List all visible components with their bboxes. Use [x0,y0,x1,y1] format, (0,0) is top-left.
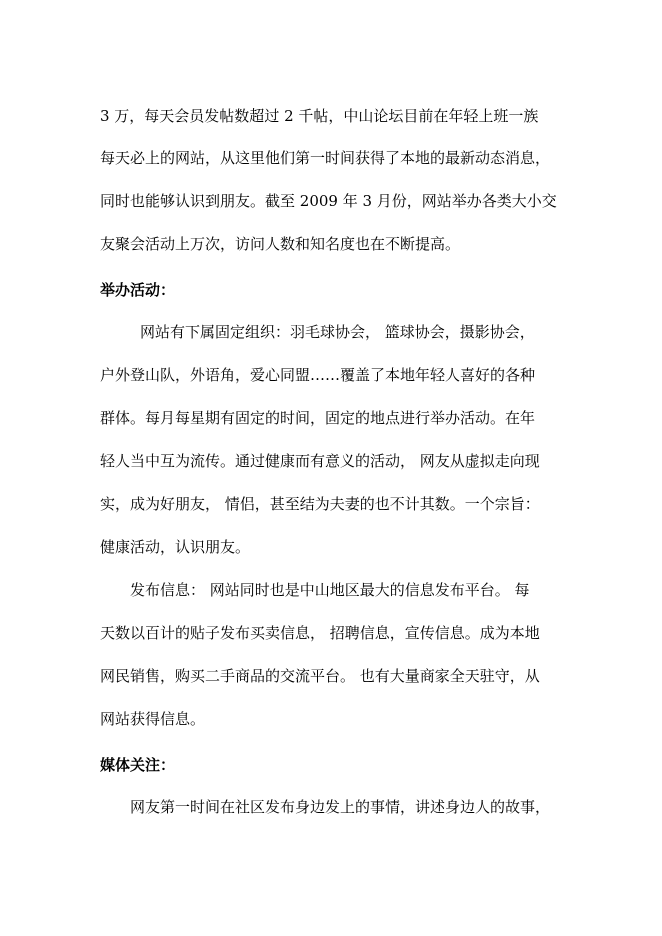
line-text: 实，成为好朋友， 情侣，甚至结为夫妻的也不计其数。一个宗旨： [100,495,540,513]
line-text: 健康活动，认识朋友。 [100,538,251,556]
line-text: 天数以百计的贴子发布买卖信息， 招聘信息，宣传信息。成为本地 [100,624,540,642]
line-text: 3 万，每天会员发帖数超过 2 千帖，中山论坛目前在年轻上班一族 [100,107,539,125]
line-text: 同时也能够认识到朋友。截至 2009 年 3 月份，网站举办各类大小交 [100,192,557,210]
line-text: 群体。每月每星期有固定的时间，固定的地点进行举办活动。在年 [100,409,536,427]
line-text: 每天必上的网站，从这里他们第一时间获得了本地的最新动态消息， [100,149,551,167]
line-text: 网站获得信息。 [100,710,206,728]
heading-text: 媒体关注： [100,756,176,774]
line-text: 网站有下属固定组织：羽毛球协会， 篮球协会，摄影协会， [140,323,535,341]
line-text: 友聚会活动上万次，访问人数和知名度也在不断提高。 [100,235,461,253]
line-text: 户外登山队，外语角，爱心同盟……覆盖了本地年轻人喜好的各种 [100,366,536,384]
line-text: 轻人当中互为流传。通过健康而有意义的活动， 网友从虚拟走向现 [100,452,540,470]
line-text: 网友第一时间在社区发布身边发上的事情，讲述身边人的故事， [130,798,551,816]
line-text: 网民销售，购买二手商品的交流平台。 也有大量商家全天驻守，从 [100,667,540,685]
heading-text: 举办活动： [100,281,176,299]
line-text: 发布信息： 网站同时也是中山地区最大的信息发布平台。 每 [130,581,530,599]
